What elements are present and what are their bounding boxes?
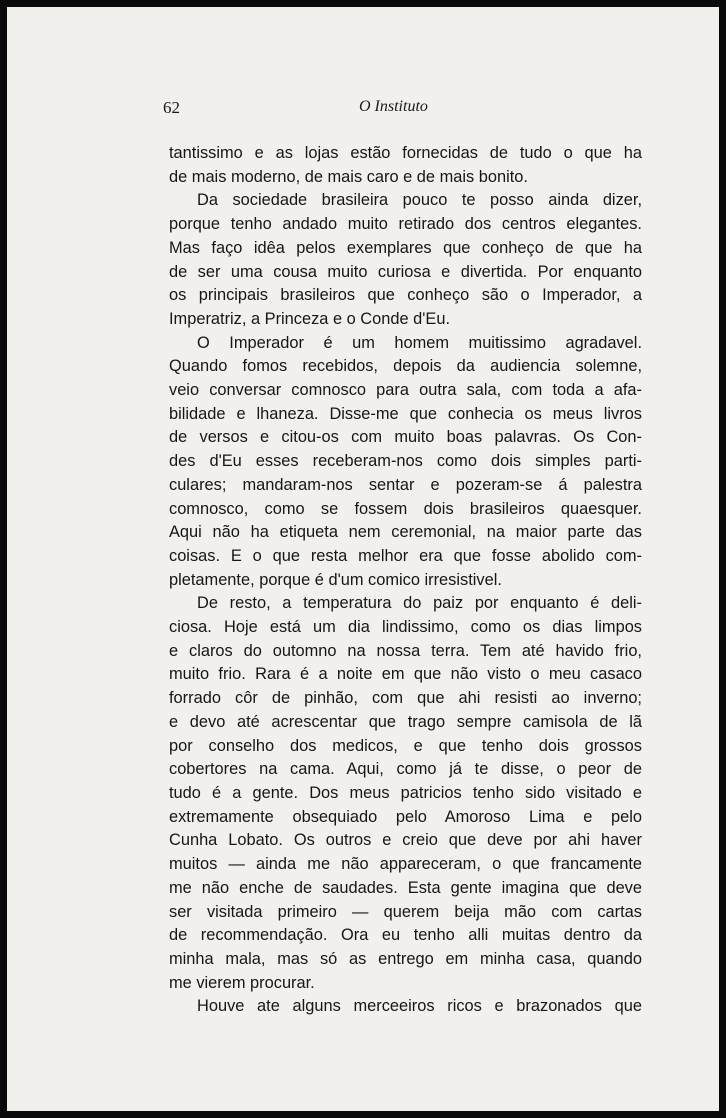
text-line: muitos — ainda me não appareceram, o que francamente xyxy=(169,855,642,874)
text-line: O Imperador é um homem muitissimo agradavel. xyxy=(197,333,642,352)
paragraph xyxy=(169,142,642,189)
text-line: bilidade e lhaneza. Disse-me que conhecia os meus livros xyxy=(169,404,642,423)
text-line: Aqui não ha etiqueta nem ceremonial, na maior parte das xyxy=(169,523,642,542)
text-line: porque tenho andado muito retirado dos centros elegantes. xyxy=(169,215,642,234)
text-line: Quando fomos recebidos, depois da audiencia solemne, xyxy=(169,357,642,376)
paragraph xyxy=(169,332,642,593)
body-text xyxy=(169,142,642,1019)
running-title: O Instituto xyxy=(359,98,428,115)
paragraph xyxy=(169,189,642,331)
page-number: 62 xyxy=(163,98,180,117)
text-line: culares; mandaram-nos sentar e pozeram-se á palestra xyxy=(169,475,642,494)
text-line: e claros do outomno na nossa terra. Tem até havido frio, xyxy=(169,641,642,660)
text-line: de versos e citou-os com muito boas palavras. Os Con- xyxy=(169,428,642,447)
text-line: Mas faço idêa pelos exemplares que conheço de que ha xyxy=(169,238,642,257)
text-line: minha mala, mas só as entrego em minha casa, quando xyxy=(169,949,642,968)
text-line: me vierem procurar. xyxy=(169,973,315,992)
text-line: ser visitada primeiro — querem beija mão com cartas xyxy=(169,902,642,921)
text-line: de mais moderno, de mais caro e de mais bonito. xyxy=(169,167,528,186)
text-line: ciosa. Hoje está um dia lindissimo, como os dias limpos xyxy=(169,618,642,637)
text-line: comnosco, como se fossem dois brasileiros quaesquer. xyxy=(169,499,642,518)
text-line: Cunha Lobato. Os outros e creio que deve por ahi haver xyxy=(169,831,642,850)
text-line: Imperatriz, a Princeza e o Conde d'Eu. xyxy=(169,309,451,328)
text-line: cobertores na cama. Aqui, como já te disse, o peor de xyxy=(169,760,642,779)
text-line: forrado côr de pinhão, com que ahi resisti ao inverno; xyxy=(169,689,642,708)
paragraph xyxy=(169,995,642,1019)
text-line: os principais brasileiros que conheço são o Imperador, a xyxy=(169,286,642,305)
text-line: tantissimo e as lojas estão fornecidas de tudo o que ha xyxy=(169,144,642,162)
text-line: de ser uma cousa muito curiosa e divertida. Por enquanto xyxy=(169,262,642,281)
text-line: veio conversar comnosco para outra sala, com toda a afa- xyxy=(169,381,642,400)
text-line: De resto, a temperatura do paiz por enquanto é deli- xyxy=(197,594,642,613)
text-line: Da sociedade brasileira pouco te posso ainda dizer, xyxy=(197,191,642,210)
paragraph xyxy=(169,592,642,995)
text-line: me não enche de saudades. Esta gente imagina que deve xyxy=(169,878,642,897)
text-line: muito frio. Rara é a noite em que não visto o meu casaco xyxy=(169,665,642,684)
text-line: extremamente obsequiado pelo Amoroso Lima e pelo xyxy=(169,807,642,826)
text-line: Houve ate alguns merceeiros ricos e brazonados que xyxy=(197,997,642,1016)
text-line: coisas. E o que resta melhor era que fosse abolido com- xyxy=(169,546,642,565)
text-line: des d'Eu esses receberam-nos como dois simples parti- xyxy=(169,452,642,471)
text-line: e devo até acrescentar que trago sempre camisola de lã xyxy=(169,712,642,731)
text-line: de recommendação. Ora eu tenho alli muitas dentro da xyxy=(169,926,642,945)
text-line: pletamente, porque é d'um comico irresistivel. xyxy=(169,570,502,589)
book-page xyxy=(14,14,719,1111)
text-line: tudo é a gente. Dos meus patricios tenho sido visitado e xyxy=(169,783,642,802)
text-line: por conselho dos medicos, e que tenho dois grossos xyxy=(169,736,642,755)
page-header xyxy=(14,98,719,122)
